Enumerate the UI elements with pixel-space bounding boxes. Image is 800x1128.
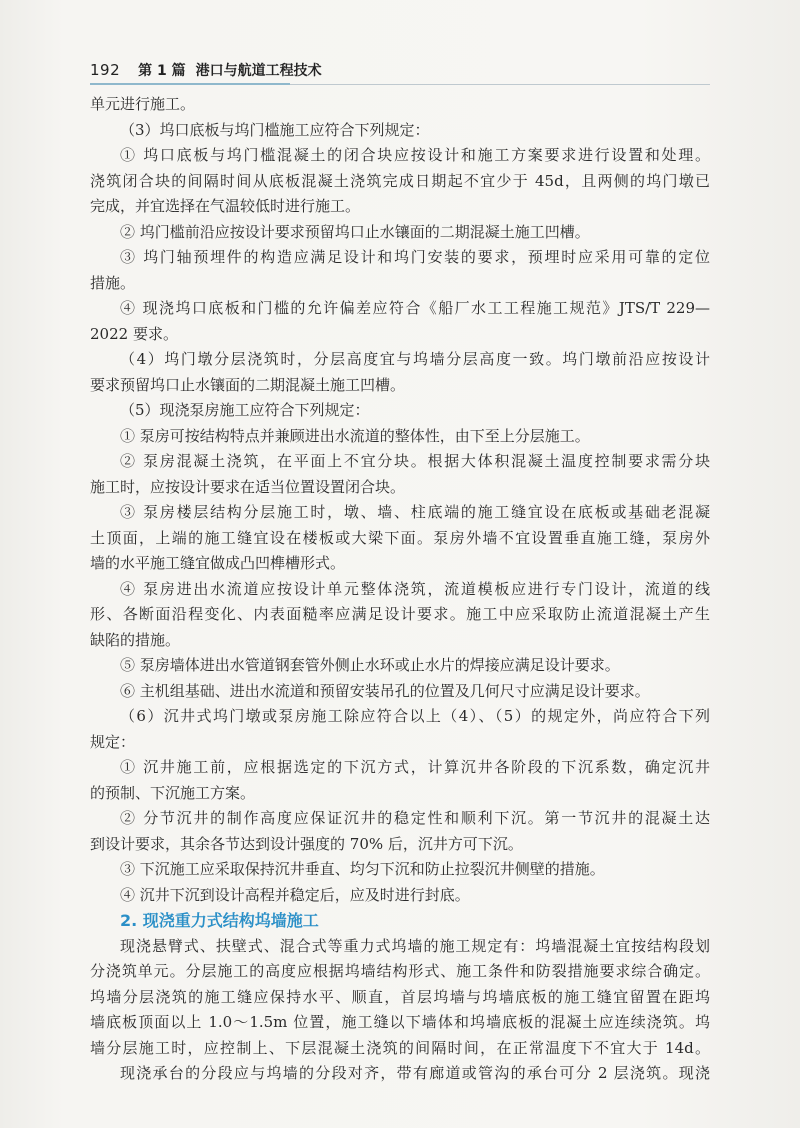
text-line: 浇筑闭合块的间隔时间从底板混凝土浇筑完成日期起不宜少于 45d，且两侧的坞门墩已 <box>90 171 710 190</box>
part-label: 第 1 篇 <box>138 63 186 79</box>
text-line: ① 坞口底板与坞门槛混凝土的闭合块应按设计和施工方案要求进行设置和处理。 <box>120 146 710 164</box>
text-line: 施工时，应按设计要求在适当位置设置闭合块。 <box>90 477 406 496</box>
text-line: 墙底板顶面以上 1.0～1.5m 位置，施工缝以下墙体和坞墙底板的混凝土应连续浇筑。坞 <box>90 1013 710 1031</box>
text-line: ④ 泵房进出水流道应按设计单元整体浇筑，流道模板应进行专门设计，流道的线 <box>120 579 710 598</box>
text-line: （3）坞口底板与坞门槛施工应符合下列规定： <box>120 120 430 139</box>
text-line: 墙分层施工时，应控制上、下层混凝土浇筑的间隔时间，在正常温度下不宜大于 14d。 <box>90 1038 710 1057</box>
text-line: 分浇筑单元。分层施工的高度应根据坞墙结构形式、施工条件和防裂措施要求综合确定。 <box>90 962 710 980</box>
text-line: ③ 下沉施工应采取保持沉井垂直、均匀下沉和防止拉裂沉井侧壁的措施。 <box>120 860 605 878</box>
text-line: ⑤ 泵房墙体进出水管道钢套管外侧止水环或止水片的焊接应满足设计要求。 <box>120 656 620 674</box>
text-line: （4）坞门墩分层浇筑时，分层高度宜与坞墙分层高度一致。坞门墩前沿应按设计 <box>120 350 710 368</box>
text-line: 措施。 <box>90 273 136 292</box>
text-line: 坞墙分层浇筑的施工缝应保持水平、顺直，首层坞墙与坞墙底板的施工缝宜留置在距坞 <box>90 987 710 1006</box>
text-line: （5）现浇泵房施工应符合下列规定： <box>120 401 370 419</box>
text-line: 规定： <box>90 732 136 751</box>
text-line: ⑥ 主机组基础、进出水流道和预留安装吊孔的位置及几何尺寸应满足设计要求。 <box>120 681 650 700</box>
text-line: 到设计要求，其余各节达到设计强度的 70% 后，沉井方可下沉。 <box>90 834 523 853</box>
body-text <box>90 92 710 1087</box>
text-line: 2022 要求。 <box>90 324 178 343</box>
section-heading: 2. 现浇重力式结构坞墙施工 <box>120 911 319 930</box>
text-line: 要求预留坞口止水镶面的二期混凝土施工凹槽。 <box>90 375 406 394</box>
text-line: 现浇承台的分段应与坞墙的分段对齐，带有廊道或管沟的承台可分 2 层浇筑。现浇 <box>120 1064 710 1082</box>
text-line: ② 泵房混凝土浇筑，在平面上不宜分块。根据大体积混凝土温度控制要求需分块 <box>120 452 710 470</box>
text-line: 形、各断面沿程变化、内表面糙率应满足设计要求。施工中应采取防止流道混凝土产生 <box>90 605 710 623</box>
page-number: 192 <box>90 61 121 79</box>
text-line: ② 坞门槛前沿应按设计要求预留坞口止水镶面的二期混凝土施工凹槽。 <box>120 222 590 241</box>
text-line: 墙的水平施工缝宜做成凸凹榫槽形式。 <box>90 554 346 572</box>
text-line: ④ 现浇坞口底板和门槛的允许偏差应符合《船厂水工工程施工规范》JTS/T 229— <box>120 299 710 317</box>
text-line: 的预制、下沉施工方案。 <box>90 783 256 802</box>
text-line: ③ 泵房楼层结构分层施工时，墩、墙、柱底端的施工缝宜设在底板或基础老混凝 <box>120 503 710 521</box>
text-line: ② 分节沉井的制作高度应保证沉井的稳定性和顺利下沉。第一节沉井的混凝土达 <box>120 809 710 827</box>
text-line: 缺陷的措施。 <box>90 630 181 649</box>
text-line: ① 泵房可按结构特点并兼顾进出水流道的整体性，由下至上分层施工。 <box>120 426 590 445</box>
text-line: （6）沉井式坞门墩或泵房施工除应符合以上（4）、（5）的规定外，尚应符合下列 <box>120 707 710 725</box>
running-header <box>90 58 710 82</box>
text-line: ① 沉井施工前，应根据选定的下沉方式，计算沉井各阶段的下沉系数，确定沉井 <box>120 758 710 776</box>
text-line: ③ 坞门轴预埋件的构造应满足设计和坞门安装的要求，预埋时应采用可靠的定位 <box>120 248 710 266</box>
text-line: ④ 沉井下沉到设计高程并稳定后，应及时进行封底。 <box>120 885 470 904</box>
text-line: 完成，并宜选择在气温较低时进行施工。 <box>90 197 361 215</box>
text-line: 土顶面，上端的施工缝宜设在楼板或大梁下面。泵房外墙不宜设置垂直施工缝，泵房外 <box>90 528 710 547</box>
header-divider-accent <box>90 83 290 85</box>
text-line: 单元进行施工。 <box>90 95 196 113</box>
part-title: 港口与航道工程技术 <box>195 63 322 79</box>
text-line: 现浇悬臂式、扶壁式、混合式等重力式坞墙的施工规定有：坞墙混凝土宜按结构段划 <box>120 936 710 955</box>
